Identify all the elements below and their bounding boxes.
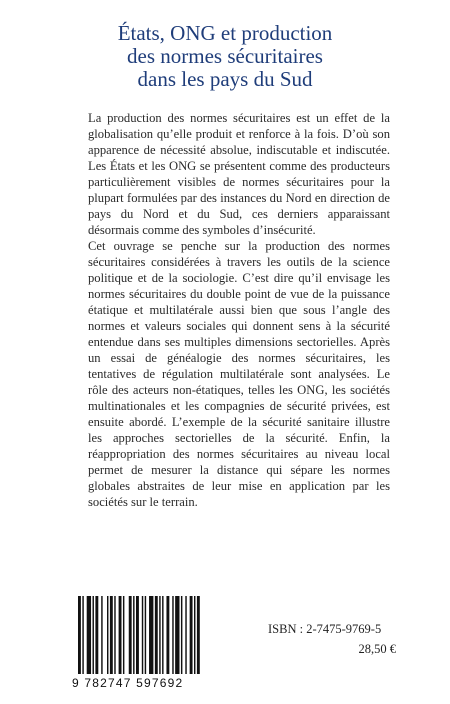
barcode-bar xyxy=(78,596,81,674)
barcode-bar xyxy=(162,596,163,674)
barcode-bar xyxy=(149,596,153,674)
barcode-bar xyxy=(172,596,173,674)
barcode-bar xyxy=(142,596,143,674)
barcode-bar xyxy=(123,596,124,674)
barcode-bar xyxy=(93,596,94,674)
barcode-bar xyxy=(82,596,83,674)
barcode-bar xyxy=(155,596,158,674)
book-title xyxy=(0,22,450,91)
barcode-bar xyxy=(197,596,200,674)
blurb-paragraph-1: La production des normes sécuritaires est un effet de la globalisation qu’elle produit et renforce à la fois. D’où son apparence de nécessité absolue, indiscutable et indiscutée. Les États et les ONG se présentent comme des producteurs particulièrement visibles de normes sécuritaires pour la plupart formulées par des instances du Nord en direction de pays du Nord et du Sud, ces derniers apparaissant désormais comme des symboles d’insécurité. xyxy=(88,111,390,237)
barcode-bars xyxy=(72,596,204,678)
isbn-label: ISBN : 2-7475-9769-5 xyxy=(268,622,382,636)
title-line-2: des normes sécuritaires xyxy=(127,44,323,68)
barcode-digits: 9 782747 597692 xyxy=(72,676,184,690)
barcode-bar xyxy=(190,596,193,674)
barcode-bar xyxy=(194,596,195,674)
barcode-bar xyxy=(101,596,102,674)
barcode-bar xyxy=(181,596,182,674)
back-cover-blurb xyxy=(88,110,390,510)
barcode-bar xyxy=(133,596,134,674)
barcode-bar xyxy=(129,596,132,674)
barcode-bar xyxy=(87,596,91,674)
blurb-paragraph-2: Cet ouvrage se penche sur la production des normes sécuritaires considérées à travers les outils de la science politique et de la sociologie. C’est dire qu’il envisage les normes sécuritaires du double point de vue de la puissance étatique et multilatérale aussi bien que sous l’angle des normes et valeurs sociales qui donnent sens à la sécurité entendue dans ses multiples dimensions sectorielles. Après un essai de généalogie des normes sécuritaires, les tentatives de régulation multilatérale sont analysées. Le rôle des acteurs non-étatiques, telles les ONG, les sociétés multinationales et les compagnies de sécurité privées, est ensuite abordé. L’exemple de la sécurité sanitaire illustre les approches sectorielles de la sécurité. Enfin, la réappropriation des normes sécuritaires au niveau local permet de mesurer la distance qui sépare les normes globales abstraites de leur mise en application par les sociétés sur le terrain. xyxy=(88,239,390,509)
barcode-bar xyxy=(95,596,98,674)
barcode-bar xyxy=(136,596,139,674)
barcode-bar xyxy=(166,596,169,674)
barcode-bar xyxy=(107,596,108,674)
barcode-bar xyxy=(145,596,146,674)
title-line-1: États, ONG et production xyxy=(117,21,333,45)
barcode-bar xyxy=(185,596,186,674)
barcode-bar xyxy=(110,596,113,674)
price-label: 28,50 € xyxy=(358,642,396,656)
title-line-3: dans les pays du Sud xyxy=(137,67,313,91)
barcode-bar xyxy=(175,596,179,674)
barcode-bar xyxy=(119,596,122,674)
barcode-bar xyxy=(159,596,160,674)
barcode xyxy=(72,596,204,694)
barcode-bar xyxy=(114,596,115,674)
